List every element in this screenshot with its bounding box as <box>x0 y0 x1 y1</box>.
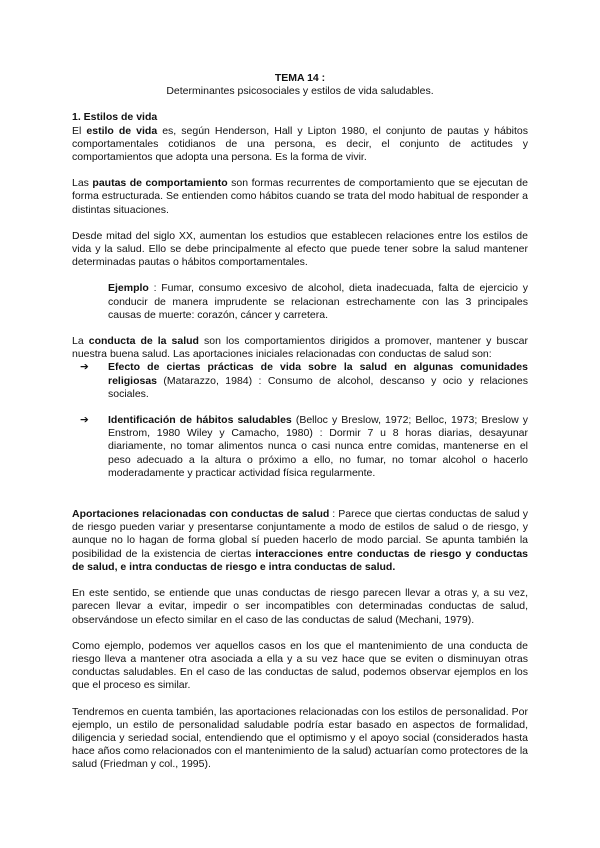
example-block: Ejemplo : Fumar, consumo excesivo de alcohol, dieta inadecuada, falta de ejercicio y conducir de manera imprudente se relacionan estrechamente con las 3 principales causas de muerte: corazón, cáncer y carretera. <box>108 282 528 321</box>
topic-title: TEMA 14 : <box>274 72 326 84</box>
topic-subtitle: Determinantes psicosociales y estilos de vida saludables. <box>166 85 434 98</box>
list-item <box>76 361 528 401</box>
paragraph-conducta-salud: La conducta de la salud son los comportamientos dirigidos a promover, mantener y buscar nuestra buena salud. Las aportaciones iniciales relacionadas con conductas de salud son: <box>72 335 528 361</box>
paragraph-estudios: Desde mitad del siglo XX, aumentan los estudios que establecen relaciones entre los estilos de vida y la salud. Ello se debe principalmente al efecto que puede tener sobre la salud mantener determinadas pautas o hábitos comportamentales. <box>72 229 528 269</box>
document-body <box>72 72 528 772</box>
list-item-text: Identificación de hábitos saludables (Belloc y Breslow, 1972; Belloc, 1973; Breslow y Enstrom, 1980 Wiley y Camacho, 1980) : Dormir 7 u 8 horas diarias, desayunar diariamente, no tomar alimentos nunca o casi nunca entre comidas, mantenerse en el peso adecuado a la altura o próximo a ello, no fumar, no tomar alcohol o hacerlo moderadamente y practicar actividad física regularmente. <box>108 414 528 479</box>
arrow-right-icon: ➔ <box>80 361 89 374</box>
paragraph-aportaciones: Aportaciones relacionadas con conductas de salud : Parece que ciertas conductas de salud y de riesgo pueden variar y presentarse conjuntamente a modo de estilos de salud o de riesgo, y aunque no lo hagan de forma global sí pueden hacerlo de modo parcial. Se apunta también la posibilidad de la existencia de ciertas interacciones entre conductas de riesgo y conductas de salud, e intra conductas de riesgo e intra conductas de salud. <box>72 508 528 573</box>
paragraph-personalidad: Tendremos en cuenta también, las aportaciones relacionadas con los estilos de personalidad. Por ejemplo, un estilo de personalidad saludable podría estar basado en aspectos de formalidad, diligencia y seriedad social, entendiendo que el optimismo y el apoyo social (considerados hasta hace años como relacionados con el mantenimiento de la salud) actuarían como protectores de la salud (Friedman y col., 1995). <box>72 705 528 771</box>
section-heading: 1. Estilos de vida <box>72 111 158 124</box>
paragraph-como-ejemplo: Como ejemplo, podemos ver aquellos casos en los que el mantenimiento de una conducta de riesgo lleva a mantener otra asociada a ella y a su vez hace que se eviten o disminuyan otras conductas saludables. En el caso de las conductas de salud, podemos observar ejemplos en los que el proceso es similar. <box>72 639 528 692</box>
list-item <box>76 414 528 480</box>
arrow-right-icon: ➔ <box>80 414 89 427</box>
paragraph-en-este-sentido: En este sentido, se entiende que unas conductas de riesgo parecen llevar a otras y, a su vez, parecen llevar a evitar, impedir o ser incompatibles con determinadas conductas de salud, observándose un efecto similar en el caso de las conductas de salud (Mechani, 1979). <box>72 587 528 626</box>
paragraph-pautas: Las pautas de comportamiento son formas recurrentes de comportamiento que se ejecutan de forma estructurada. Se entienden como hábitos cuando se trata del modo habitual de responder a distintas situaciones. <box>72 177 528 216</box>
paragraph-estilo-de-vida: El estilo de vida es, según Henderson, Hall y Lipton 1980, el conjunto de pautas y hábitos comportamentales cotidianos de una persona, es decir, el conjunto de actitudes y comportamientos que adopta una persona. Es la forma de vivir. <box>72 124 529 164</box>
list-item-text: Efecto de ciertas prácticas de vida sobre la salud en algunas comunidades religiosas (Matarazzo, 1984) : Consumo de alcohol, descanso y ocio y relaciones sociales. <box>108 361 528 400</box>
